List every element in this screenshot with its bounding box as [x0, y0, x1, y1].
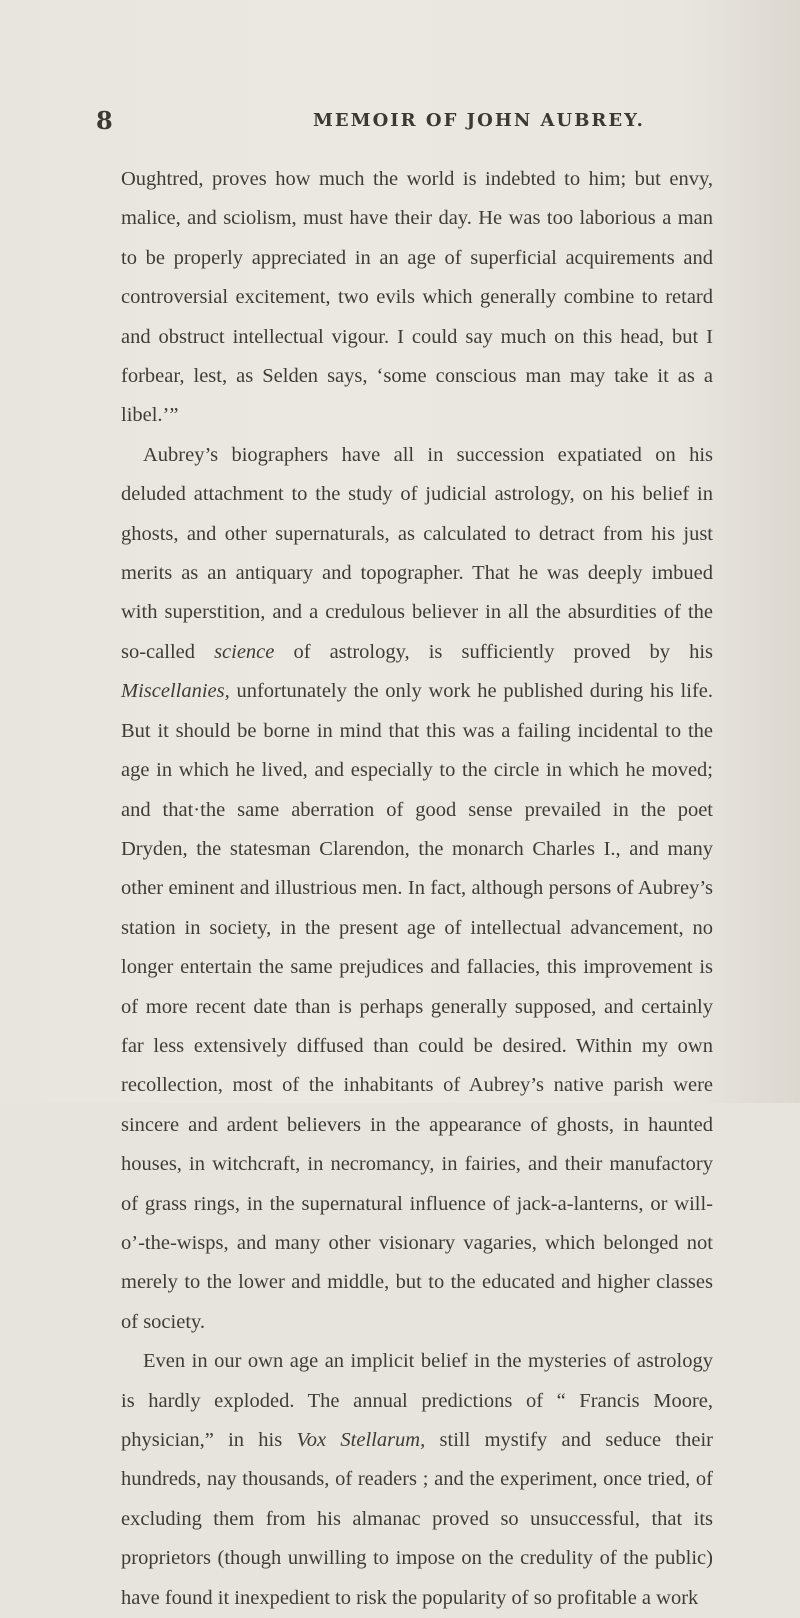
- text-segment: of astrology, is sufficiently proved by his: [274, 640, 713, 663]
- paragraph-1: [121, 160, 713, 436]
- text-segment: Even in our own age an implicit belief in the mysteries of astrology is hardly exploded. The annual predictions of “ Francis Moore, physician,” in his: [121, 1350, 713, 1451]
- body-text: [121, 160, 713, 1618]
- running-head: MEMOIR OF JOHN AUBREY.: [313, 110, 645, 131]
- italic-title-miscellanies: Miscellanies,: [121, 680, 230, 703]
- text-segment: still mystify and seduce their hundreds, nay thousands, of readers ; and the experiment, once tried, of excluding them from his almanac proved so unsuccessful, that its proprietors (though unwilling to impose on the credulity of the public) have found it inexpedient to risk the popularity of so profitable a work: [121, 1429, 713, 1609]
- paragraph-3: [121, 1342, 713, 1618]
- italic-title-vox-stellarum: Vox Stellarum,: [296, 1429, 426, 1451]
- text-segment: unfortunately the only work he published during his life. But it should be borne in mind that this was a failing incidental to the age in which he lived, and especially to the circle in which he moved; and that·the same aberration of good sense prevailed in the poet Dryden, the statesman Clarendon, the monarch Charles I., and many other eminent and illustrious men. In fact, although persons of Aubrey’s station in society, in the present age of intellectual advancement, no longer entertain the same prejudices and fallacies, this improvement is of more recent date than is perhaps generally supposed, and certainly far less extensively diffused than could be desired. Within my own recollection, most of the inhabitants of Aubrey’s native parish were sincere and ardent believers in the appearance of ghosts, in haunted houses, in witchcraft, in necromancy, in fairies, and their manufactory of grass rings, in the supernatural influence of jack-a-lanterns, or will-o’-the-wisps, and many other visionary vagaries, which belonged not merely to the lower and middle, but to the educated and higher classes of society.: [121, 680, 713, 1333]
- text-segment: Oughtred, proves how much the world is indebted to him; but envy, malice, and sciolism, must have their day. He was too laborious a man to be properly appreciated in an age of superficial acquirements and controversial excitement, two evils which generally combine to retard and obstruct intellectual vigour. I could say much on this head, but I forbear, lest, as Selden says, ‘some conscious man may take it as a libel.’”: [121, 168, 713, 427]
- text-segment: Aubrey’s biographers have all in succession expatiated on his deluded attachment to the study of judicial astrology, on his belief in ghosts, and other supernaturals, as calculated to detract from his just merits as an antiquary and topographer. That he was deeply imbued with superstition, and a credulous believer in all the absurdities of the so-called: [121, 443, 713, 663]
- italic-term-science: science: [214, 640, 275, 663]
- page-number: 8: [96, 106, 113, 135]
- paragraph-2: [121, 436, 713, 1342]
- page-header: [0, 106, 800, 136]
